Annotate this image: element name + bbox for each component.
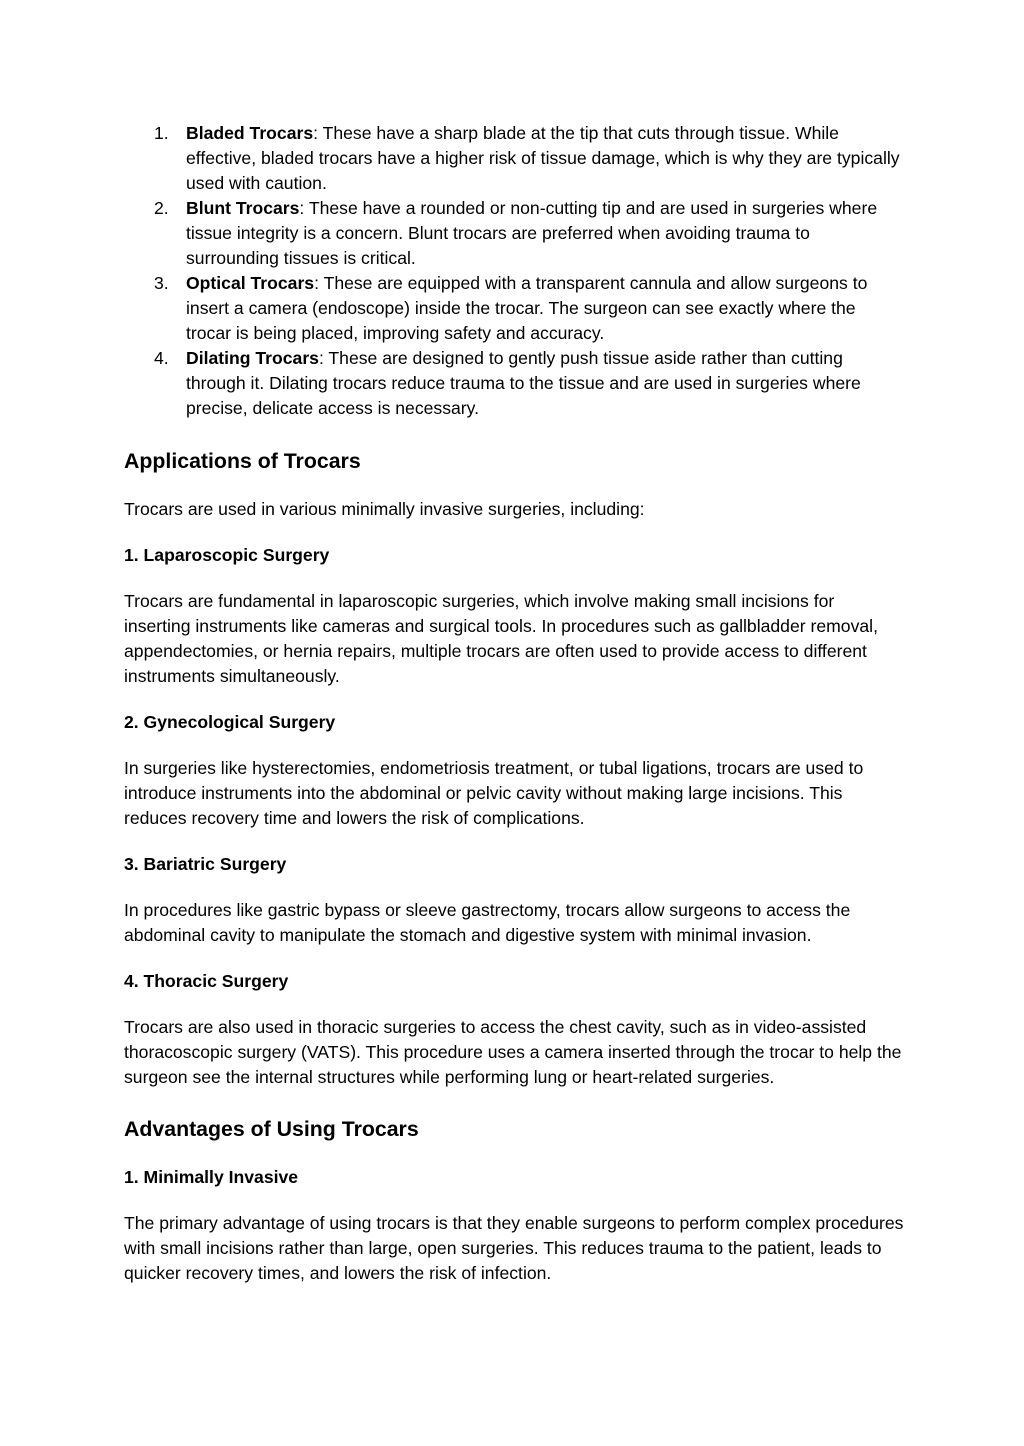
- list-item-term: Dilating Trocars: [186, 348, 319, 368]
- list-item-number: 1.: [154, 123, 169, 143]
- list-item-term: Bladed Trocars: [186, 123, 314, 143]
- applications-heading: Applications of Trocars: [124, 449, 361, 473]
- applications-intro: Trocars are used in various minimally invasive surgeries, including:: [124, 499, 645, 519]
- list-item: [124, 271, 904, 346]
- minimally-invasive-heading: 1. Minimally Invasive: [124, 1167, 299, 1187]
- list-item: [124, 346, 904, 421]
- bariatric-surgery-text: In procedures like gastric bypass or sleeve gastrectomy, trocars allow surgeons to access the abdominal cavity to manipulate the stomach and digestive system with minimal invasion.: [124, 900, 851, 945]
- list-item-number: 2.: [154, 198, 169, 218]
- list-item-text: : These are designed to gently push tissue aside rather than cutting through it. Dilating trocars reduce trauma to the tissue and are used in surgeries where precise, delicate access is necessary.: [186, 348, 861, 418]
- list-item-term: Optical Trocars: [186, 273, 315, 293]
- bariatric-surgery-heading: 3. Bariatric Surgery: [124, 854, 287, 874]
- list-item-number: 3.: [154, 273, 169, 293]
- list-item-text: : These are equipped with a transparent cannula and allow surgeons to insert a camera (endoscope) inside the trocar. The surgeon can see exactly where the trocar is being placed, improving safety and accuracy.: [186, 273, 868, 343]
- list-item-number: 4.: [154, 348, 169, 368]
- list-item-text: : These have a sharp blade at the tip that cuts through tissue. While effective, bladed trocars have a higher risk of tissue damage, which is why they are typically used with caution.: [186, 123, 900, 193]
- minimally-invasive-text: The primary advantage of using trocars is that they enable surgeons to perform complex procedures with small incisions rather than large, open surgeries. This reduces trauma to the patient, leads to quicker recovery times, and lowers the risk of infection.: [124, 1213, 904, 1283]
- thoracic-surgery-heading: 4. Thoracic Surgery: [124, 971, 289, 991]
- trocar-types-list: [124, 121, 904, 421]
- gynecological-surgery-heading: 2. Gynecological Surgery: [124, 712, 336, 732]
- thoracic-surgery-text: Trocars are also used in thoracic surgeries to access the chest cavity, such as in video-assisted thoracoscopic surgery (VATS). This procedure uses a camera inserted through the trocar to help the surgeon see the internal structures while performing lung or heart-related surgeries.: [124, 1017, 902, 1087]
- list-item: [124, 196, 904, 271]
- list-item-term: Blunt Trocars: [186, 198, 300, 218]
- gynecological-surgery-text: In surgeries like hysterectomies, endometriosis treatment, or tubal ligations, trocars are used to introduce instruments into the abdominal or pelvic cavity without making large incisions. This reduces recovery time and lowers the risk of complications.: [124, 758, 864, 828]
- advantages-heading: Advantages of Using Trocars: [124, 1117, 419, 1141]
- list-item: [124, 121, 904, 196]
- laparoscopic-surgery-heading: 1. Laparoscopic Surgery: [124, 545, 330, 565]
- list-item-text: : These have a rounded or non-cutting tip and are used in surgeries where tissue integrity is a concern. Blunt trocars are preferred when avoiding trauma to surrounding tissues is critical.: [186, 198, 878, 268]
- document-content: [124, 121, 904, 1286]
- laparoscopic-surgery-text: Trocars are fundamental in laparoscopic surgeries, which involve making small incisions for inserting instruments like cameras and surgical tools. In procedures such as gallbladder removal, appendectomies, or hernia repairs, multiple trocars are often used to provide access to different instruments simultaneously.: [124, 591, 878, 686]
